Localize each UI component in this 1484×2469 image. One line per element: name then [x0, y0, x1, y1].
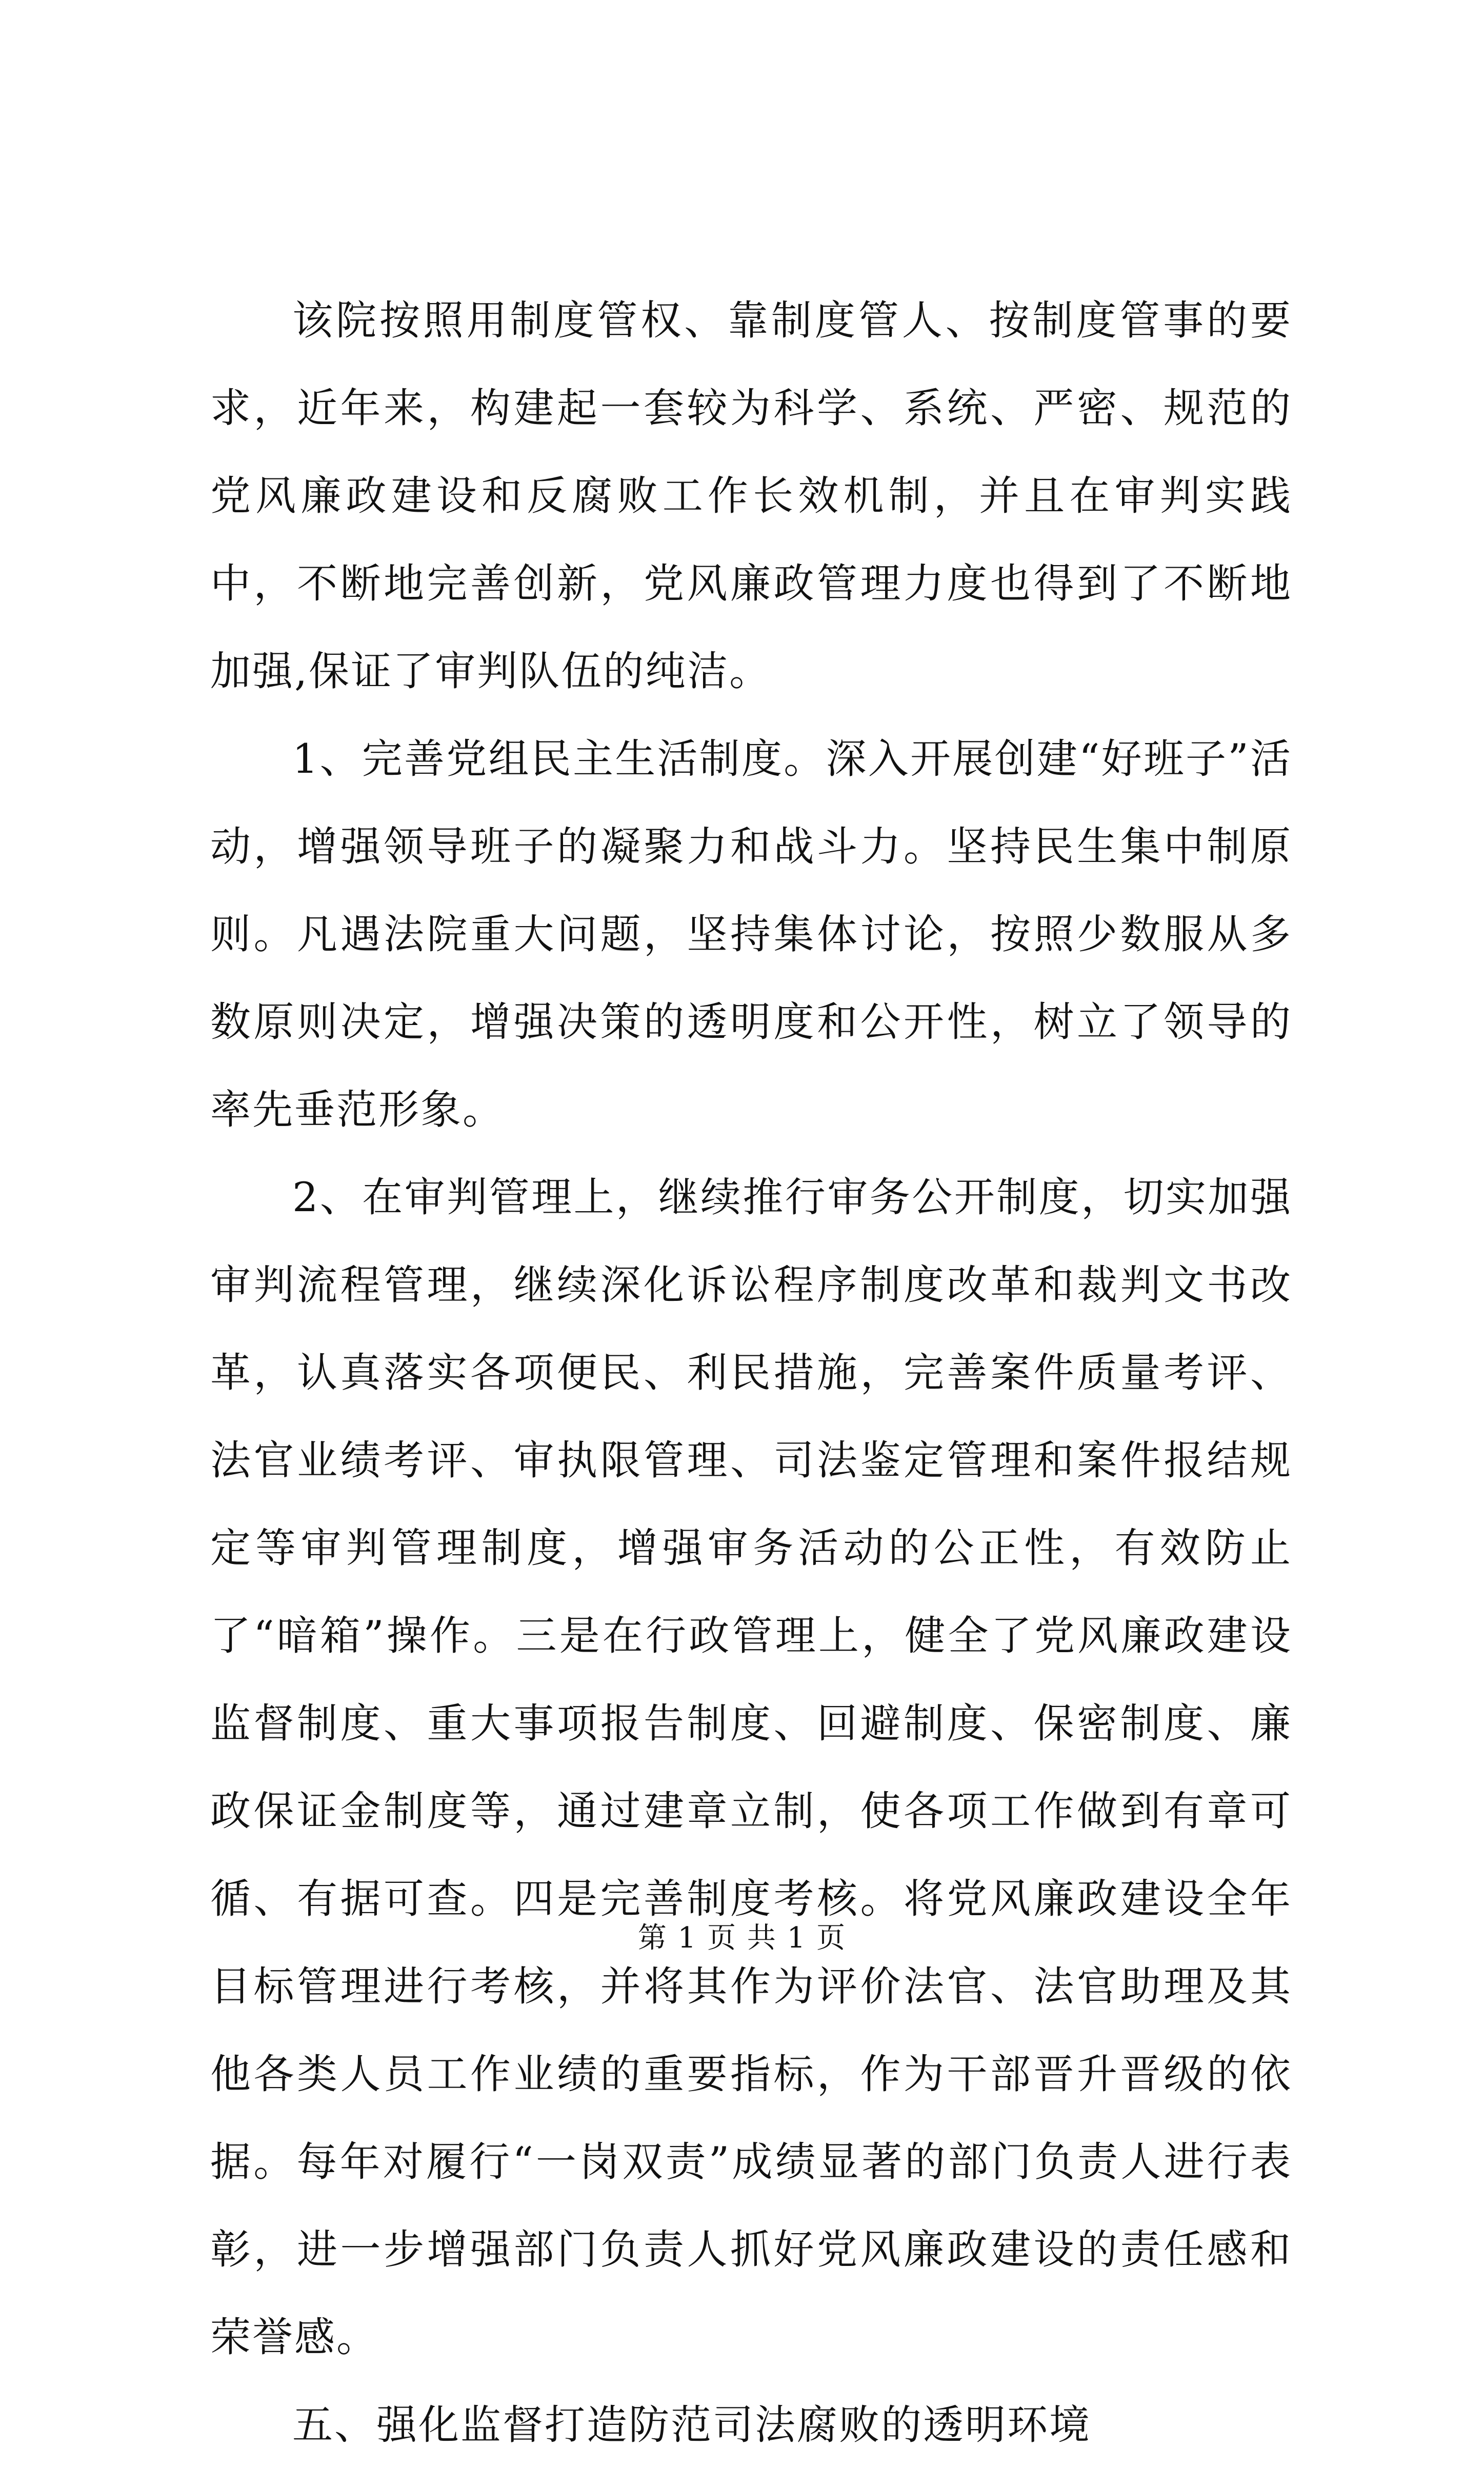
document-body: [210, 277, 1292, 2469]
paragraph-item-2: 2、在审判管理上，继续推行审务公开制度，切实加强审判流程管理，继续深化诉讼程序制度改革和裁判文书改革，认真落实各项便民、利民措施，完善案件质量考评、法官业绩考评、审执限管理、司法鉴定管理和案件报结规定等审判管理制度，增强审务活动的公正性，有效防止了“暗箱”操作。三是在行政管理上，健全了党风廉政建设监督制度、重大事项报告制度、回避制度、保密制度、廉政保证金制度等，通过建章立制，使各项工作做到有章可循、有据可查。四是完善制度考核。将党风廉政建设全年目标管理进行考核，并将其作为评价法官、法官助理及其他各类人员工作业绩的重要指标，作为干部晋升晋级的依据。每年对履行“一岗双责”成绩显著的部门负责人进行表彰，进一步增强部门负责人抓好党风廉政建设的责任感和荣誉感。: [210, 1174, 1292, 2361]
page-number-footer: 第 1 页 共 1 页: [637, 1921, 847, 1955]
paragraph-intro: 该院按照用制度管权、靠制度管人、按制度管事的要求，近年来，构建起一套较为科学、系统、严密、规范的党风廉政建设和反腐败工作长效机制，并且在审判实践中，不断地完善创新，党风廉政管理力度也得到了不断地加强,保证了审判队伍的纯洁。: [210, 297, 1292, 695]
paragraph-item-1: 1、完善党组民主生活制度。深入开展创建“好班子”活动，增强领导班子的凝聚力和战斗力。坚持民生集中制原则。凡遇法院重大问题，坚持集体讨论，按照少数服从多数原则决定，增强决策的透明度和公开性，树立了领导的率先垂范形象。: [210, 735, 1292, 1133]
section-heading: 五、强化监督打造防范司法腐败的透明环境: [292, 2401, 1091, 2448]
